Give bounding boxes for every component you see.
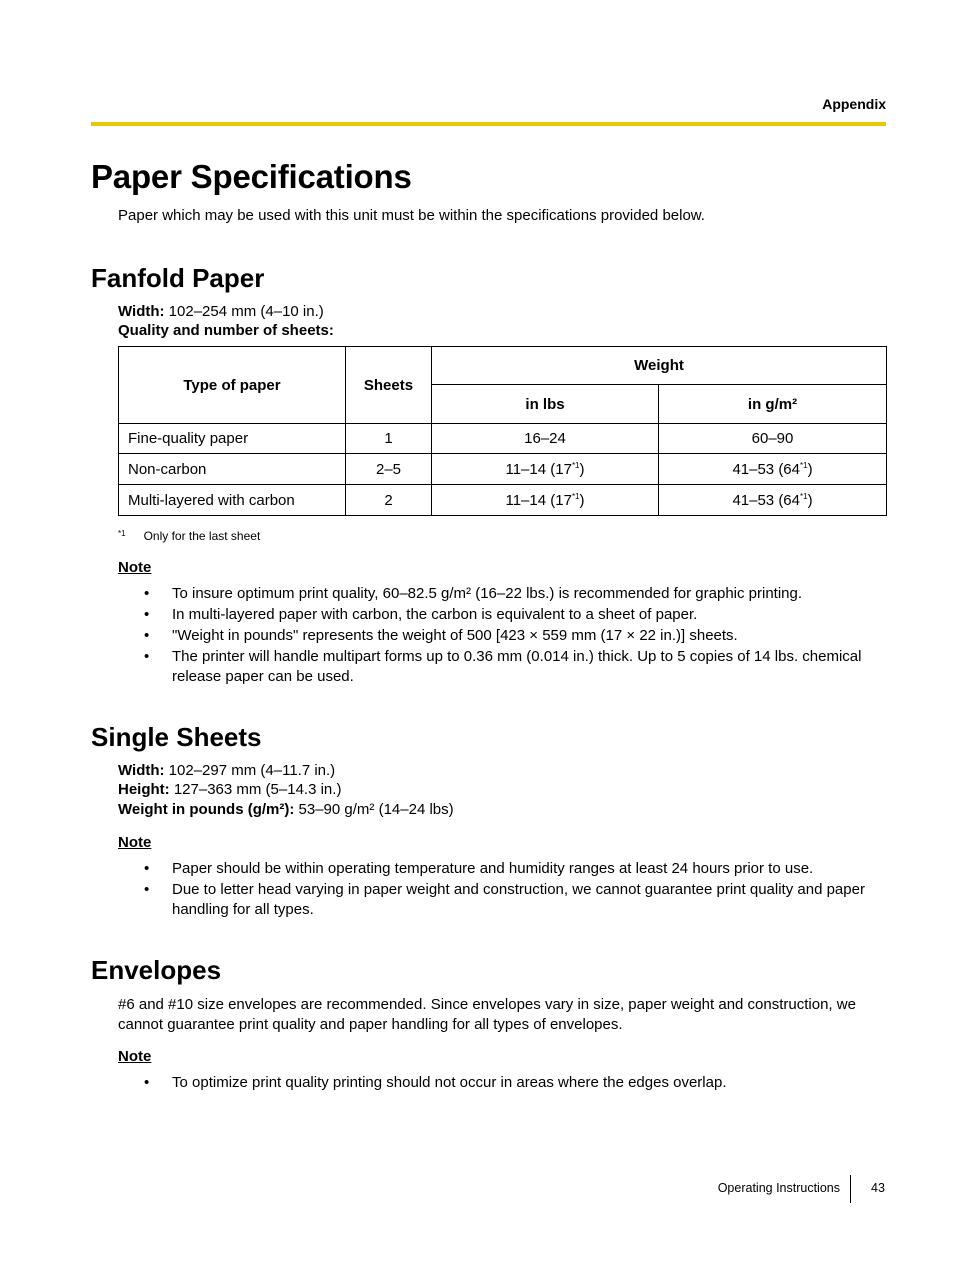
table-row <box>119 485 887 516</box>
fanfold-width-value: 102–254 mm (4–10 in.) <box>164 303 324 320</box>
col-weight: Weight <box>432 347 887 385</box>
envelopes-body: #6 and #10 size envelopes are recommended. Since envelopes vary in size, paper weight and construction, we cannot guarantee print quality and paper handling for all types of envelopes. <box>118 996 856 1033</box>
col-sheets: Sheets <box>346 347 432 424</box>
cell-sheets: 2 <box>346 485 432 516</box>
single-width-value: 102–297 mm (4–11.7 in.) <box>164 762 336 779</box>
cell-lbs: 11–14 (17$^{*1}$) <box>432 454 659 485</box>
header-rule <box>91 122 886 126</box>
list-item: • Due to letter head varying in paper weight and construction, we cannot guarantee print quality and paper handling for all types. <box>144 881 865 918</box>
page-title: Paper Specifications <box>91 158 412 195</box>
fanfold-spec-table <box>118 346 887 516</box>
footer-divider <box>850 1175 851 1203</box>
fanfold-quality-label: Quality and number of sheets: <box>118 322 334 339</box>
cell-lbs: 11–14 (17$^{*1}$) <box>432 485 659 516</box>
col-in-gsm: in g/m² <box>659 385 887 424</box>
single-weight-value: 53–90 g/m² (14–24 lbs) <box>294 801 454 818</box>
cell-type: Non-carbon <box>119 454 346 485</box>
envelopes-notes-list <box>118 1073 888 1094</box>
intro-text: Paper which may be used with this unit must be within the specifications provided below. <box>118 207 705 224</box>
single-notes-list <box>118 859 888 921</box>
single-height-label: Height: <box>118 781 170 798</box>
footnote-mark: *1 <box>118 529 126 538</box>
fanfold-heading: Fanfold Paper <box>91 263 265 293</box>
running-header: Appendix <box>822 96 886 112</box>
cell-gsm: 41–53 (64$^{*1}$) <box>659 454 887 485</box>
list-item: • To insure optimum print quality, 60–82.5 g/m² (16–22 lbs.) is recommended for graphic printing. <box>144 585 803 602</box>
single-width-label: Width: <box>118 762 165 779</box>
cell-sheets: 1 <box>346 424 432 454</box>
table-row <box>119 424 887 454</box>
fanfold-width <box>118 302 324 322</box>
table-footnote <box>118 529 260 543</box>
single-height <box>118 780 341 800</box>
footnote-text: Only for the last sheet <box>143 529 261 543</box>
list-item: • To optimize print quality printing should not occur in areas where the edges overlap. <box>144 1074 727 1091</box>
col-type-of-paper: Type of paper <box>119 347 346 424</box>
col-in-lbs: in lbs <box>432 385 659 424</box>
cell-lbs: 16–24 <box>432 424 659 454</box>
single-sheets-heading: Single Sheets <box>91 722 262 752</box>
list-item: • In multi-layered paper with carbon, the carbon is equivalent to a sheet of paper. <box>144 606 698 623</box>
fanfold-note-heading: Note <box>118 559 152 576</box>
single-weight-label: Weight in pounds (g/m²): <box>118 801 295 818</box>
envelopes-heading: Envelopes <box>91 955 222 985</box>
cell-type: Fine-quality paper <box>119 424 346 454</box>
page-number: 43 <box>871 1181 885 1195</box>
envelopes-note-heading: Note <box>118 1048 152 1065</box>
single-height-value: 127–363 mm (5–14.3 in.) <box>169 781 342 798</box>
fanfold-width-label: Width: <box>118 303 165 320</box>
footer-doc-name: Operating Instructions <box>717 1181 840 1195</box>
cell-type: Multi-layered with carbon <box>119 485 346 516</box>
cell-gsm: 41–53 (64$^{*1}$) <box>659 485 887 516</box>
single-width <box>118 761 335 781</box>
cell-sheets: 2–5 <box>346 454 432 485</box>
list-item: • "Weight in pounds" represents the weight of 500 [423 × 559 mm (17 × 22 in.)] sheets. <box>144 627 738 644</box>
cell-gsm: 60–90 <box>659 424 887 454</box>
single-weight <box>118 800 454 820</box>
list-item: • The printer will handle multipart forms up to 0.36 mm (0.014 in.) thick. Up to 5 copies of 14 lbs. chemical release paper can be used. <box>144 648 862 685</box>
table-row <box>119 454 887 485</box>
list-item: • Paper should be within operating temperature and humidity ranges at least 24 hours prior to use. <box>144 860 814 877</box>
single-note-heading: Note <box>118 834 152 851</box>
fanfold-notes-list <box>118 584 888 688</box>
